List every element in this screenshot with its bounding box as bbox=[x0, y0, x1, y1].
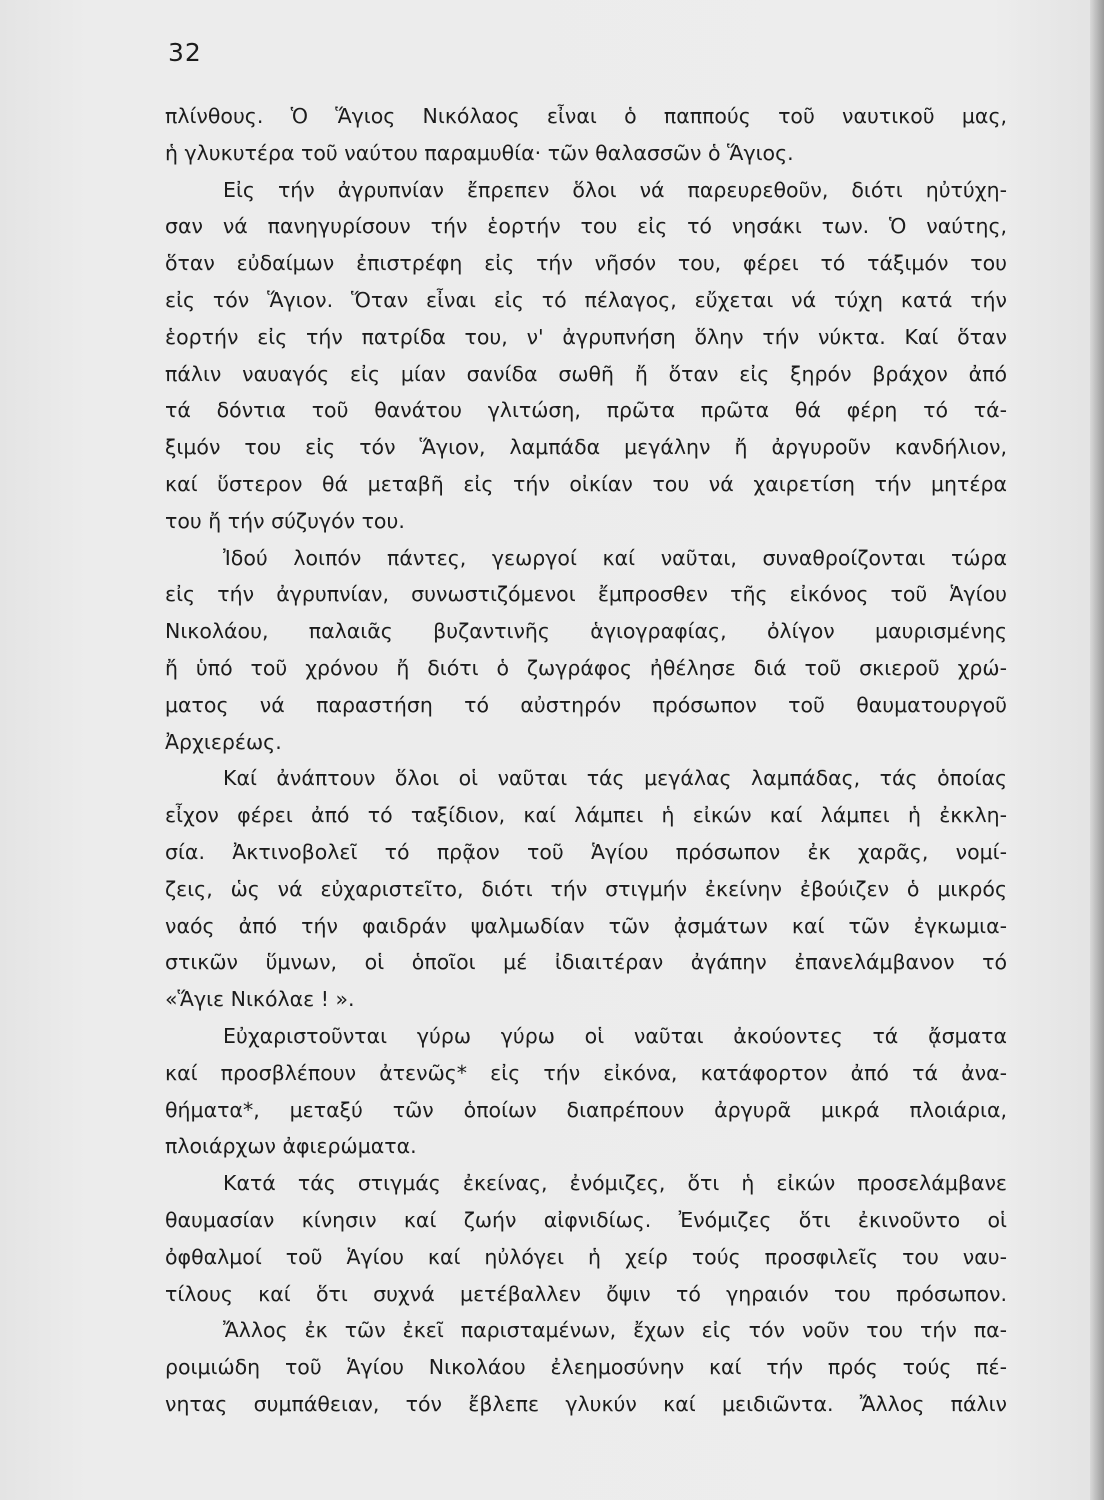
text-line: Κατά τάς στιγμάς ἐκείνας, ἐνόμιζες, ὅτι ἡ εἰκών προσελάμβανε bbox=[223, 1171, 1007, 1196]
text-line: νητας συμπάθειαν, τόν ἔβλεπε γλυκύν καί μειδιῶντα. Ἄλλος πάλιν bbox=[165, 1391, 1007, 1416]
text-line: «Ἅγιε Νικόλαε ! ». bbox=[165, 987, 355, 1012]
text-line: Νικολάου, παλαιᾶς βυζαντινῆς ἁγιογραφίας, ὀλίγον μαυρισμένης bbox=[165, 619, 1007, 644]
text-line: εἰς τόν Ἅγιον. Ὅταν εἶναι εἰς τό πέλαγος, εὔχεται νά τύχη κατά τήν bbox=[165, 287, 1007, 312]
text-line: θαυμασίαν κίνησιν καί ζωήν αἰφνιδίως. Ἐνόμιζες ὅτι ἐκινοῦντο οἱ bbox=[165, 1207, 1007, 1232]
text-line: σαν νά πανηγυρίσουν τήν ἑορτήν του εἰς τό νησάκι των. Ὁ ναύτης, bbox=[165, 214, 1007, 239]
text-line: θήματα*, μεταξύ τῶν ὁποίων διαπρέπουν ἀργυρᾶ μικρά πλοιάρια, bbox=[165, 1097, 1007, 1122]
text-line: ἡ γλυκυτέρα τοῦ ναύτου παραμυθία· τῶν θαλασσῶν ὁ Ἅγιος. bbox=[165, 140, 794, 165]
text-line: Ἄλλος ἐκ τῶν ἐκεῖ παρισταμένων, ἔχων εἰς τόν νοῦν του τήν πα- bbox=[223, 1318, 1007, 1343]
text-line: πάλιν ναυαγός εἰς μίαν σανίδα σωθῆ ἤ ὅταν εἰς ξηρόν βράχον ἀπό bbox=[165, 361, 1007, 386]
text-line: ὅταν εὐδαίμων ἐπιστρέφη εἰς τήν νῆσόν του, φέρει τό τάξιμόν του bbox=[165, 251, 1007, 276]
text-line: ροιμιώδη τοῦ Ἁγίου Νικολάου ἐλεημοσύνην καί τήν πρός τούς πέ- bbox=[165, 1355, 1007, 1380]
text-line: εἰς τήν ἀγρυπνίαν, συνωστιζόμενοι ἔμπροσθεν τῆς εἰκόνος τοῦ Ἁγίου bbox=[165, 582, 1007, 607]
text-line: καί προσβλέπουν ἀτενῶς* εἰς τήν εἰκόνα, κατάφορτον ἀπό τά ἀνα- bbox=[165, 1060, 1007, 1085]
text-line: ὀφθαλμοί τοῦ Ἁγίου καί ηὐλόγει ἡ χείρ τούς προσφιλεῖς του ναυ- bbox=[165, 1244, 1007, 1269]
text-line: Ἀρχιερέως. bbox=[165, 729, 282, 754]
text-line: Εἰς τήν ἀγρυπνίαν ἔπρεπεν ὅλοι νά παρευρεθοῦν, διότι ηὐτύχη- bbox=[223, 177, 1007, 202]
text-line: τά δόντια τοῦ θανάτου γλιτώση, πρῶτα πρῶτα θά φέρη τό τά- bbox=[165, 398, 1007, 423]
text-line: Εὐχαριστοῦνται γύρω γύρω οἱ ναῦται ἀκούοντες τά ᾄσματα bbox=[223, 1023, 1007, 1048]
text-line: πλοιάρχων ἀφιερώματα. bbox=[165, 1134, 417, 1159]
text-line: ἑορτήν εἰς τήν πατρίδα του, ν' ἀγρυπνήση ὅλην τήν νύκτα. Καί ὅταν bbox=[165, 324, 1007, 349]
text-line: εἶχον φέρει ἀπό τό ταξίδιον, καί λάμπει ἡ εἰκών καί λάμπει ἡ ἐκκλη- bbox=[165, 803, 1007, 828]
text-line: ζεις, ὡς νά εὐχαριστεῖτο, διότι τήν στιγμήν ἐκείνην ἐβούιζεν ὁ μικρός bbox=[165, 876, 1007, 901]
text-line: σία. Ἀκτινοβολεῖ τό πρᾷον τοῦ Ἁγίου πρόσωπον ἐκ χαρᾶς, νομί- bbox=[165, 839, 1007, 864]
body-text bbox=[165, 98, 1007, 1423]
text-line: ναός ἀπό τήν φαιδράν ψαλμωδίαν τῶν ᾀσμάτων καί τῶν ἐγκωμια- bbox=[165, 913, 1007, 938]
text-line: ματος νά παραστήση τό αὐστηρόν πρόσωπον τοῦ θαυματουργοῦ bbox=[165, 692, 1007, 717]
text-line: ξιμόν του εἰς τόν Ἅγιον, λαμπάδα μεγάλην ἤ ἀργυροῦν κανδήλιον, bbox=[165, 435, 1007, 460]
page-spine-shadow bbox=[1090, 0, 1104, 1500]
text-line: πλίνθους. Ὁ Ἅγιος Νικόλαος εἶναι ὁ παππούς τοῦ ναυτικοῦ μας, bbox=[165, 104, 1007, 128]
text-line: καί ὕστερον θά μεταβῆ εἰς τήν οἰκίαν του νά χαιρετίση τήν μητέρα bbox=[165, 471, 1007, 496]
text-line: του ἤ τήν σύζυγόν του. bbox=[165, 508, 405, 533]
text-line: Ἰδού λοιπόν πάντες, γεωργοί καί ναῦται, συναθροίζονται τώρα bbox=[223, 545, 1007, 570]
text-line: τίλους καί ὅτι συχνά μετέβαλλεν ὄψιν τό γηραιόν του πρόσωπον. bbox=[165, 1281, 1007, 1306]
text-line: ἤ ὑπό τοῦ χρόνου ἤ διότι ὁ ζωγράφος ἠθέλησε διά τοῦ σκιεροῦ χρώ- bbox=[165, 655, 1007, 680]
page-number: 32 bbox=[168, 38, 202, 67]
text-line: Καί ἀνάπτουν ὅλοι οἱ ναῦται τάς μεγάλας λαμπάδας, τάς ὁποίας bbox=[223, 766, 1007, 791]
text-line: στικῶν ὕμνων, οἱ ὁποῖοι μέ ἰδιαιτέραν ἀγάπην ἐπανελάμβανον τό bbox=[165, 950, 1007, 975]
